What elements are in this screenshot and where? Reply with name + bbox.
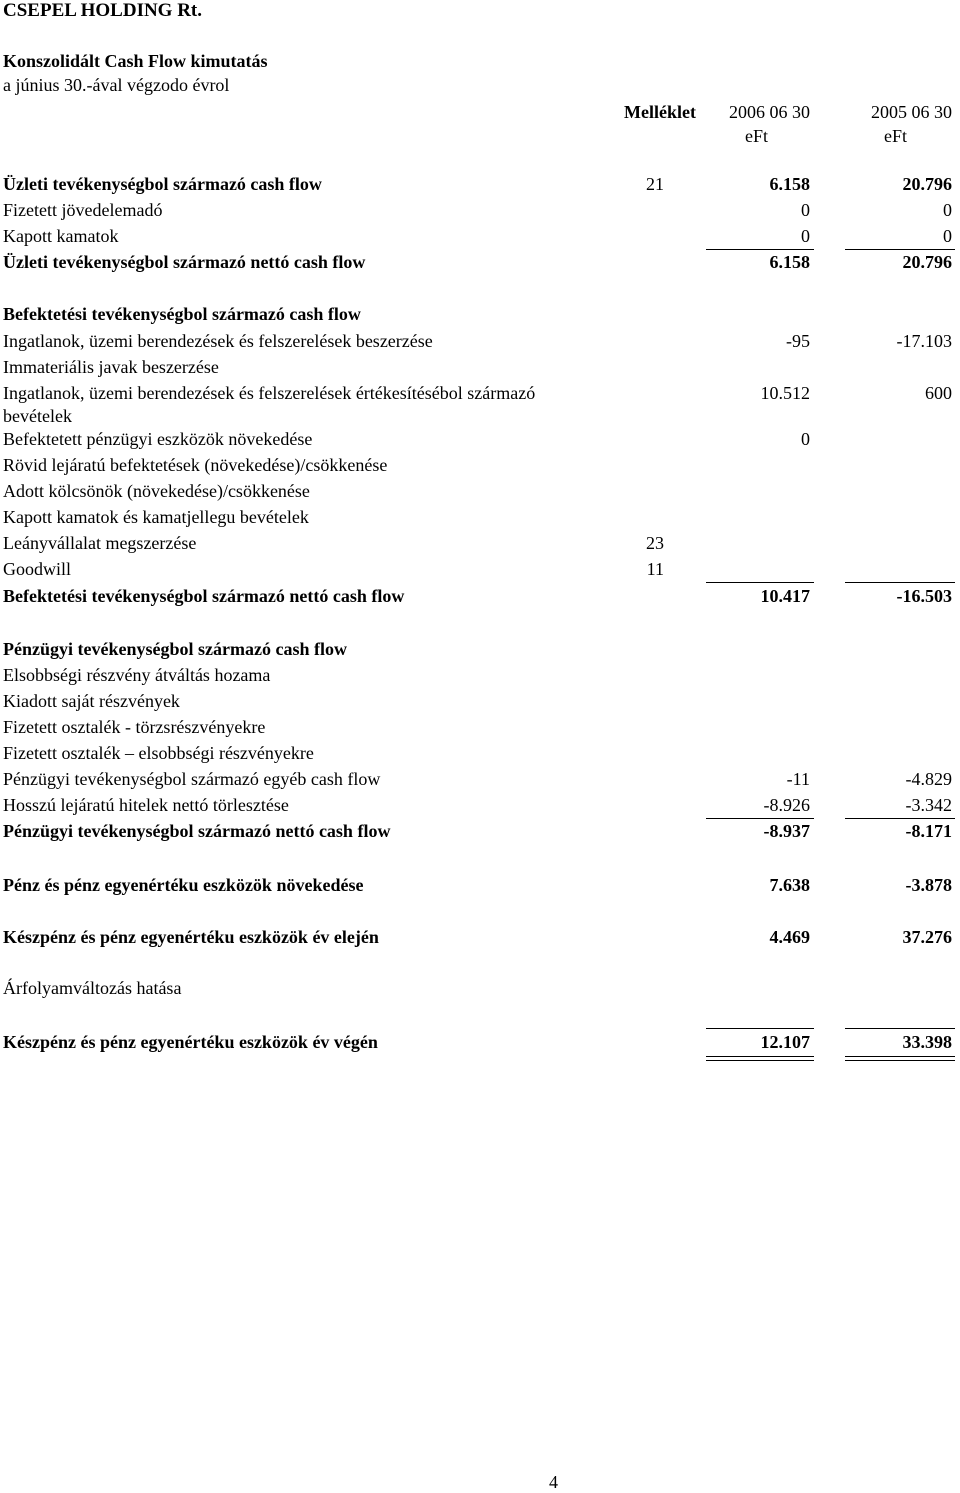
subtotal-rule xyxy=(845,818,955,819)
table-row-note: 23 xyxy=(646,533,664,553)
opening-cash-value-2005: 37.276 xyxy=(902,927,952,947)
table-row-label: Fizetett osztalék – elsobbségi részvényekre xyxy=(3,743,314,763)
table-row-value-2005: -3.342 xyxy=(905,795,952,815)
fx-effect-label: Árfolyamváltozás hatása xyxy=(3,978,182,998)
subtotal-rule xyxy=(845,249,955,250)
double-underline xyxy=(706,1060,814,1061)
closing-cash-value-2005: 33.398 xyxy=(902,1032,952,1052)
table-row-value-2006: 6.158 xyxy=(769,174,810,194)
double-underline xyxy=(845,1060,955,1061)
net-increase-label: Pénz és pénz egyenértéku eszközök növekedése xyxy=(3,875,364,895)
page-number: 4 xyxy=(549,1472,558,1492)
section-total-label: Befektetési tevékenységbol származó nettó cash flow xyxy=(3,586,405,606)
table-row-label: Kapott kamatok és kamatjellegu bevételek xyxy=(3,507,309,527)
subtotal-rule xyxy=(706,818,814,819)
table-row-label: Kiadott saját részvények xyxy=(3,691,180,711)
section-total-label: Üzleti tevékenységbol származó nettó cash flow xyxy=(3,252,366,272)
table-row-label: Adott kölcsönök (növekedése)/csökkenése xyxy=(3,481,310,501)
report-subtitle: a június 30.-ával végzodo évrol xyxy=(3,75,230,95)
table-row-label: Ingatlanok, üzemi berendezések és felszerelések értékesítésébol származó xyxy=(3,383,536,403)
opening-cash-label: Készpénz és pénz egyenértéku eszközök év elején xyxy=(3,927,379,947)
opening-cash-value-2006: 4.469 xyxy=(769,927,810,947)
table-row-label: Ingatlanok, üzemi berendezések és felszerelések beszerzése xyxy=(3,331,433,351)
table-row-value-2005: 0 xyxy=(943,226,952,246)
section-total-value-2005: 20.796 xyxy=(902,252,952,272)
table-row-value-2006: 10.512 xyxy=(760,383,810,403)
table-row-label: Fizetett osztalék - törzsrészvényekre xyxy=(3,717,266,737)
table-row-note: 21 xyxy=(646,174,664,194)
table-row-value-2006: -11 xyxy=(786,769,810,789)
table-row-label: Kapott kamatok xyxy=(3,226,119,246)
closing-cash-label: Készpénz és pénz egyenértéku eszközök év végén xyxy=(3,1032,378,1052)
subtotal-rule xyxy=(706,1028,814,1029)
section-total-value-2006: -8.937 xyxy=(763,821,810,841)
section-total-label: Pénzügyi tevékenységbol származó nettó cash flow xyxy=(3,821,391,841)
table-row-value-2006: 0 xyxy=(801,200,810,220)
subtotal-rule xyxy=(845,1028,955,1029)
table-row-label: Immateriális javak beszerzése xyxy=(3,357,219,377)
table-row-value-2006: 0 xyxy=(801,226,810,246)
col-header-2005: 2005 06 30 xyxy=(871,102,952,122)
subtotal-rule xyxy=(706,249,814,250)
double-underline xyxy=(845,1056,955,1057)
net-increase-value-2005: -3.878 xyxy=(905,875,952,895)
company-name: CSEPEL HOLDING Rt. xyxy=(3,0,203,21)
table-row-label: Rövid lejáratú befektetések (növekedése)/csökkenése xyxy=(3,455,388,475)
table-row-label: Goodwill xyxy=(3,559,72,579)
table-row-label: Fizetett jövedelemadó xyxy=(3,200,163,220)
table-row-label-continuation: bevételek xyxy=(3,406,72,426)
table-row-label: Hosszú lejáratú hitelek nettó törlesztése xyxy=(3,795,289,815)
col-header-note: Melléklet xyxy=(624,102,696,122)
section-total-value-2005: -16.503 xyxy=(896,586,952,606)
closing-cash-value-2006: 12.107 xyxy=(760,1032,810,1052)
table-row-label: Üzleti tevékenységbol származó cash flow xyxy=(3,174,322,194)
col-unit-2006: eFt xyxy=(745,126,769,146)
table-row-value-2006: 0 xyxy=(801,429,810,449)
table-row-value-2005: 20.796 xyxy=(902,174,952,194)
table-row-label: Leányvállalat megszerzése xyxy=(3,533,197,553)
section-heading: Befektetési tevékenységbol származó cash flow xyxy=(3,304,361,324)
report-title: Konszolidált Cash Flow kimutatás xyxy=(3,51,268,71)
table-row-value-2005: 0 xyxy=(943,200,952,220)
table-row-value-2006: -8.926 xyxy=(763,795,810,815)
section-total-value-2006: 6.158 xyxy=(769,252,810,272)
subtotal-rule xyxy=(706,582,814,583)
col-header-2006: 2006 06 30 xyxy=(729,102,810,122)
double-underline xyxy=(706,1056,814,1057)
table-row-label: Befektetett pénzügyi eszközök növekedése xyxy=(3,429,313,449)
table-row-value-2006: -95 xyxy=(786,331,810,351)
table-row-value-2005: 600 xyxy=(925,383,952,403)
table-row-note: 11 xyxy=(646,559,664,579)
section-total-value-2005: -8.171 xyxy=(905,821,952,841)
col-unit-2005: eFt xyxy=(884,126,908,146)
table-row-label: Elsobbségi részvény átváltás hozama xyxy=(3,665,271,685)
net-increase-value-2006: 7.638 xyxy=(769,875,810,895)
table-row-label: Pénzügyi tevékenységbol származó egyéb cash flow xyxy=(3,769,381,789)
table-row-value-2005: -4.829 xyxy=(905,769,952,789)
section-heading: Pénzügyi tevékenységbol származó cash flow xyxy=(3,639,347,659)
subtotal-rule xyxy=(845,582,955,583)
section-total-value-2006: 10.417 xyxy=(760,586,810,606)
table-row-value-2005: -17.103 xyxy=(896,331,952,351)
